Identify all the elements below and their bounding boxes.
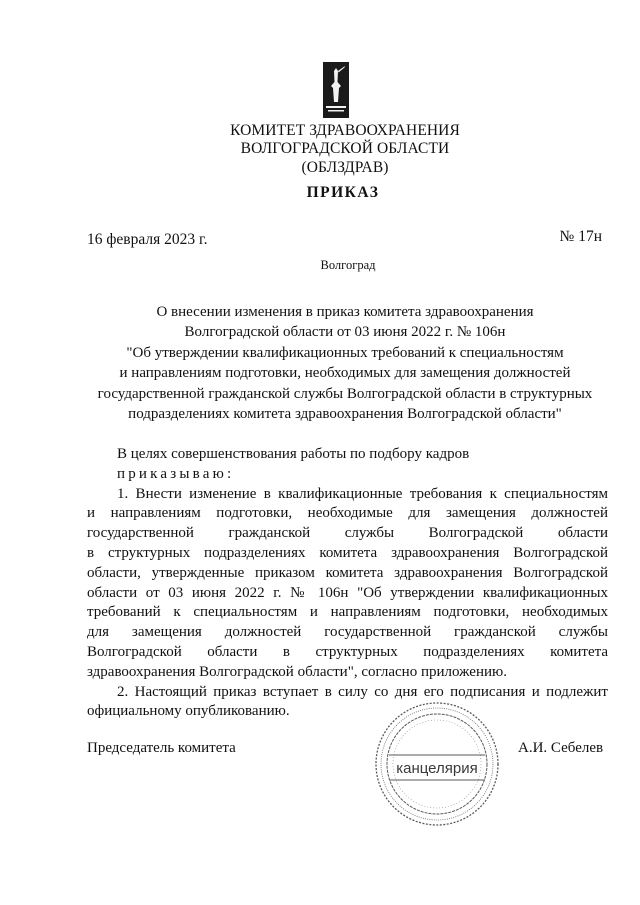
paragraph-1-line: 1. Внести изменение в квалификационные требования к специальностям — [117, 485, 608, 502]
stamp-text: канцелярия — [396, 760, 478, 777]
subject-line: Волгоградской области от 03 июня 2022 г. № 106н — [184, 324, 506, 341]
coat-of-arms-emblem — [323, 62, 349, 118]
subject-line: и направлениям подготовки, необходимых для замещения должностей — [119, 365, 571, 382]
paragraph-2-line: официальному опубликованию. — [87, 703, 290, 720]
paragraph-1-line: и направлениям подготовки, необходимые для замещения должностей — [87, 505, 608, 522]
paragraph-1-line: в структурных подразделениях комитета здравоохранения Волгоградской — [87, 544, 608, 561]
org-name-line2: ВОЛГОГРАДСКОЙ ОБЛАСТИ — [240, 140, 450, 157]
order-subject — [80, 302, 610, 424]
order-body — [87, 445, 608, 722]
document-type: ПРИКАЗ — [306, 184, 380, 201]
subject-line: подразделениях комитета здравоохранения Волгоградской области" — [128, 406, 562, 423]
signatory-title: Председатель комитета — [87, 740, 236, 756]
subject-line: государственной гражданской службы Волгоградской области в структурных — [97, 385, 593, 402]
document-number: № 17н — [559, 228, 602, 245]
paragraph-1-line: области от 03 июня 2022 г. № 106н "Об утверждении квалификационных — [87, 584, 608, 601]
paragraph-1-line: Волгоградской области в структурных подразделениях комитета — [87, 643, 608, 660]
paragraph-1-line: государственной гражданской службы Волгоградской области — [87, 525, 608, 542]
org-name-line1: КОМИТЕТ ЗДРАВООХРАНЕНИЯ — [230, 122, 460, 139]
subject-line: "Об утверждении квалификационных требований к специальностям — [126, 344, 564, 361]
subject-line: О внесении изменения в приказ комитета здравоохранения — [156, 304, 534, 320]
preamble: В целях совершенствования работы по подбору кадров — [117, 446, 470, 462]
org-abbreviation: (ОБЛЗДРАВ) — [301, 159, 389, 176]
paragraph-1-line: для замещения должностей государственной гражданской службы — [87, 624, 608, 641]
document-city: Волгоград — [320, 258, 376, 272]
document-date: 16 февраля 2023 г. — [87, 231, 208, 248]
paragraph-2-line: 2. Настоящий приказ вступает в силу со дня его подписания и подлежит — [117, 683, 608, 700]
signatory-name: А.И. Себелев — [518, 740, 604, 756]
order-word: приказываю: — [117, 465, 235, 482]
paragraph-1-line: области, утвержденные приказом комитета здравоохранения Волгоградской — [87, 564, 608, 581]
paragraph-1-line: требований к специальностям и направлениям подготовки, необходимых — [87, 604, 608, 621]
paragraph-1-line: здравоохранения Волгоградской области", согласно приложению. — [87, 663, 507, 680]
office-stamp — [373, 700, 501, 828]
